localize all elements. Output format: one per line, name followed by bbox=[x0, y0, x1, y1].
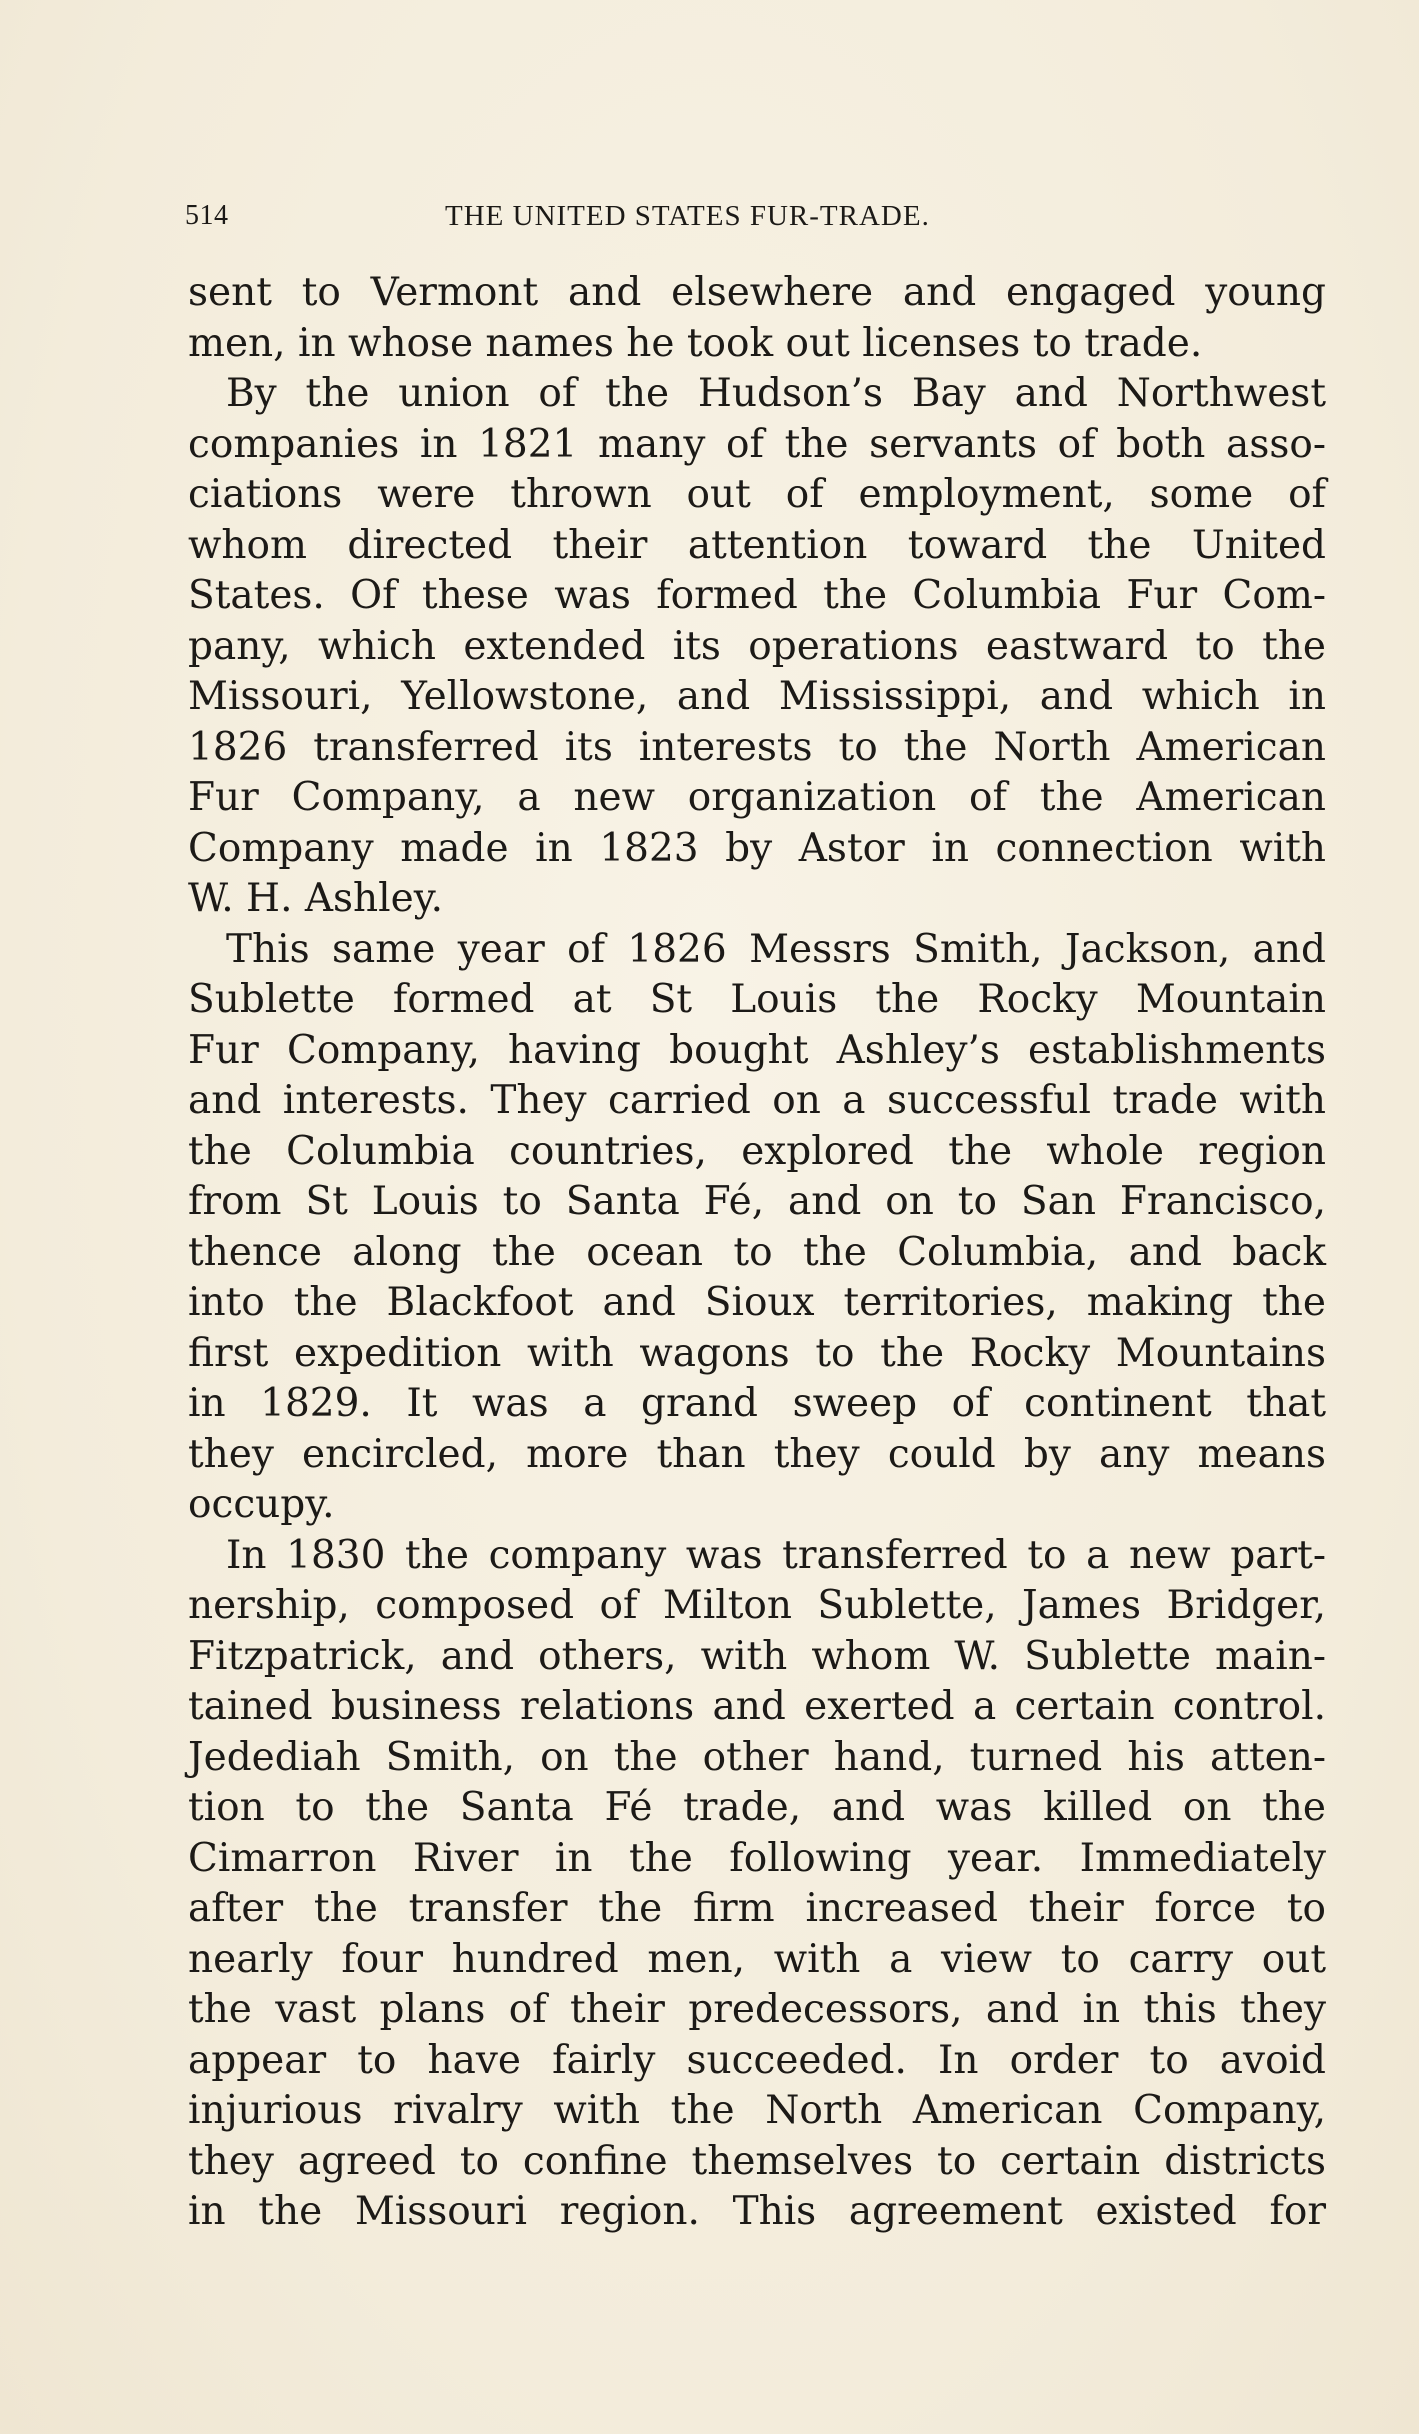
text-line: whom directed their attention toward the United bbox=[188, 522, 1326, 568]
text-line: 1826 transferred its interests to the North American bbox=[188, 724, 1326, 770]
text-line: Company made in 1823 by Astor in connection with bbox=[188, 825, 1326, 871]
text-line: appear to have fairly succeeded. In order to avoid bbox=[188, 2037, 1326, 2083]
text-line: W. H. Ashley. bbox=[188, 876, 443, 921]
text-line: the vast plans of their predecessors, and in this they bbox=[188, 1987, 1326, 2032]
text-line: Fitzpatrick, and others, with whom W. Sublette main- bbox=[188, 1633, 1326, 1679]
text-line: Missouri, Yellowstone, and Mississippi, and which in bbox=[188, 674, 1326, 719]
text-line: nearly four hundred men, with a view to carry out bbox=[188, 1936, 1326, 1982]
text-line: and interests. They carried on a successful trade with bbox=[188, 1078, 1326, 1123]
text-line: sent to Vermont and elsewhere and engaged young bbox=[188, 270, 1326, 315]
text-line: into the Blackfoot and Sioux territories, making the bbox=[188, 1280, 1326, 1325]
text-line: By the union of the Hudson’s Bay and Northwest bbox=[226, 371, 1326, 416]
text-line: thence along the ocean to the Columbia, and back bbox=[188, 1229, 1326, 1275]
text-line: ciations were thrown out of employment, some of bbox=[188, 472, 1326, 517]
text-line: occupy. bbox=[188, 1482, 335, 1527]
text-line: first expedition with wagons to the Rocky Mountains bbox=[188, 1330, 1326, 1376]
text-line: from St Louis to Santa Fé, and on to San Francisco, bbox=[188, 1179, 1326, 1224]
text-line: Fur Company, a new organization of the American bbox=[188, 775, 1326, 820]
text-line: after the transfer the firm increased their force to bbox=[188, 1886, 1326, 1931]
body-text bbox=[188, 268, 1326, 2238]
text-line: tained business relations and exerted a certain control. bbox=[188, 1684, 1326, 1729]
text-line: pany, which extended its operations eastward to the bbox=[188, 623, 1326, 669]
text-line: Sublette formed at St Louis the Rocky Mountain bbox=[188, 977, 1326, 1022]
text-line: in 1829. It was a grand sweep of continent that bbox=[188, 1381, 1326, 1426]
text-line: in the Missouri region. This agreement existed for bbox=[188, 2189, 1326, 2234]
text-line: they encircled, more than they could by any means bbox=[188, 1431, 1326, 1477]
running-head: THE UNITED STATES FUR-TRADE. bbox=[445, 200, 930, 232]
text-line: injurious rivalry with the North American Company, bbox=[188, 2088, 1326, 2133]
text-line: Fur Company, having bought Ashley’s establishments bbox=[188, 1027, 1326, 1073]
text-line: In 1830 the company was transferred to a new part- bbox=[226, 1532, 1326, 1578]
page-number: 514 bbox=[185, 200, 229, 231]
text-line: the Columbia countries, explored the whole region bbox=[188, 1128, 1326, 1174]
text-line: States. Of these was formed the Columbia Fur Com- bbox=[188, 573, 1326, 618]
text-line: This same year of 1826 Messrs Smith, Jackson, and bbox=[226, 926, 1326, 972]
page-header bbox=[185, 200, 1285, 250]
text-line: companies in 1821 many of the servants of both asso- bbox=[188, 421, 1326, 467]
text-line: nership, composed of Milton Sublette, James Bridger, bbox=[188, 1583, 1326, 1628]
text-line: tion to the Santa Fé trade, and was killed on the bbox=[188, 1785, 1326, 1830]
text-line: Jedediah Smith, on the other hand, turned his atten- bbox=[188, 1734, 1326, 1780]
text-line: men, in whose names he took out licenses to trade. bbox=[188, 320, 1203, 366]
text-line: they agreed to confine themselves to certain districts bbox=[188, 2138, 1326, 2184]
text-line: Cimarron River in the following year. Immediately bbox=[188, 1835, 1326, 1881]
